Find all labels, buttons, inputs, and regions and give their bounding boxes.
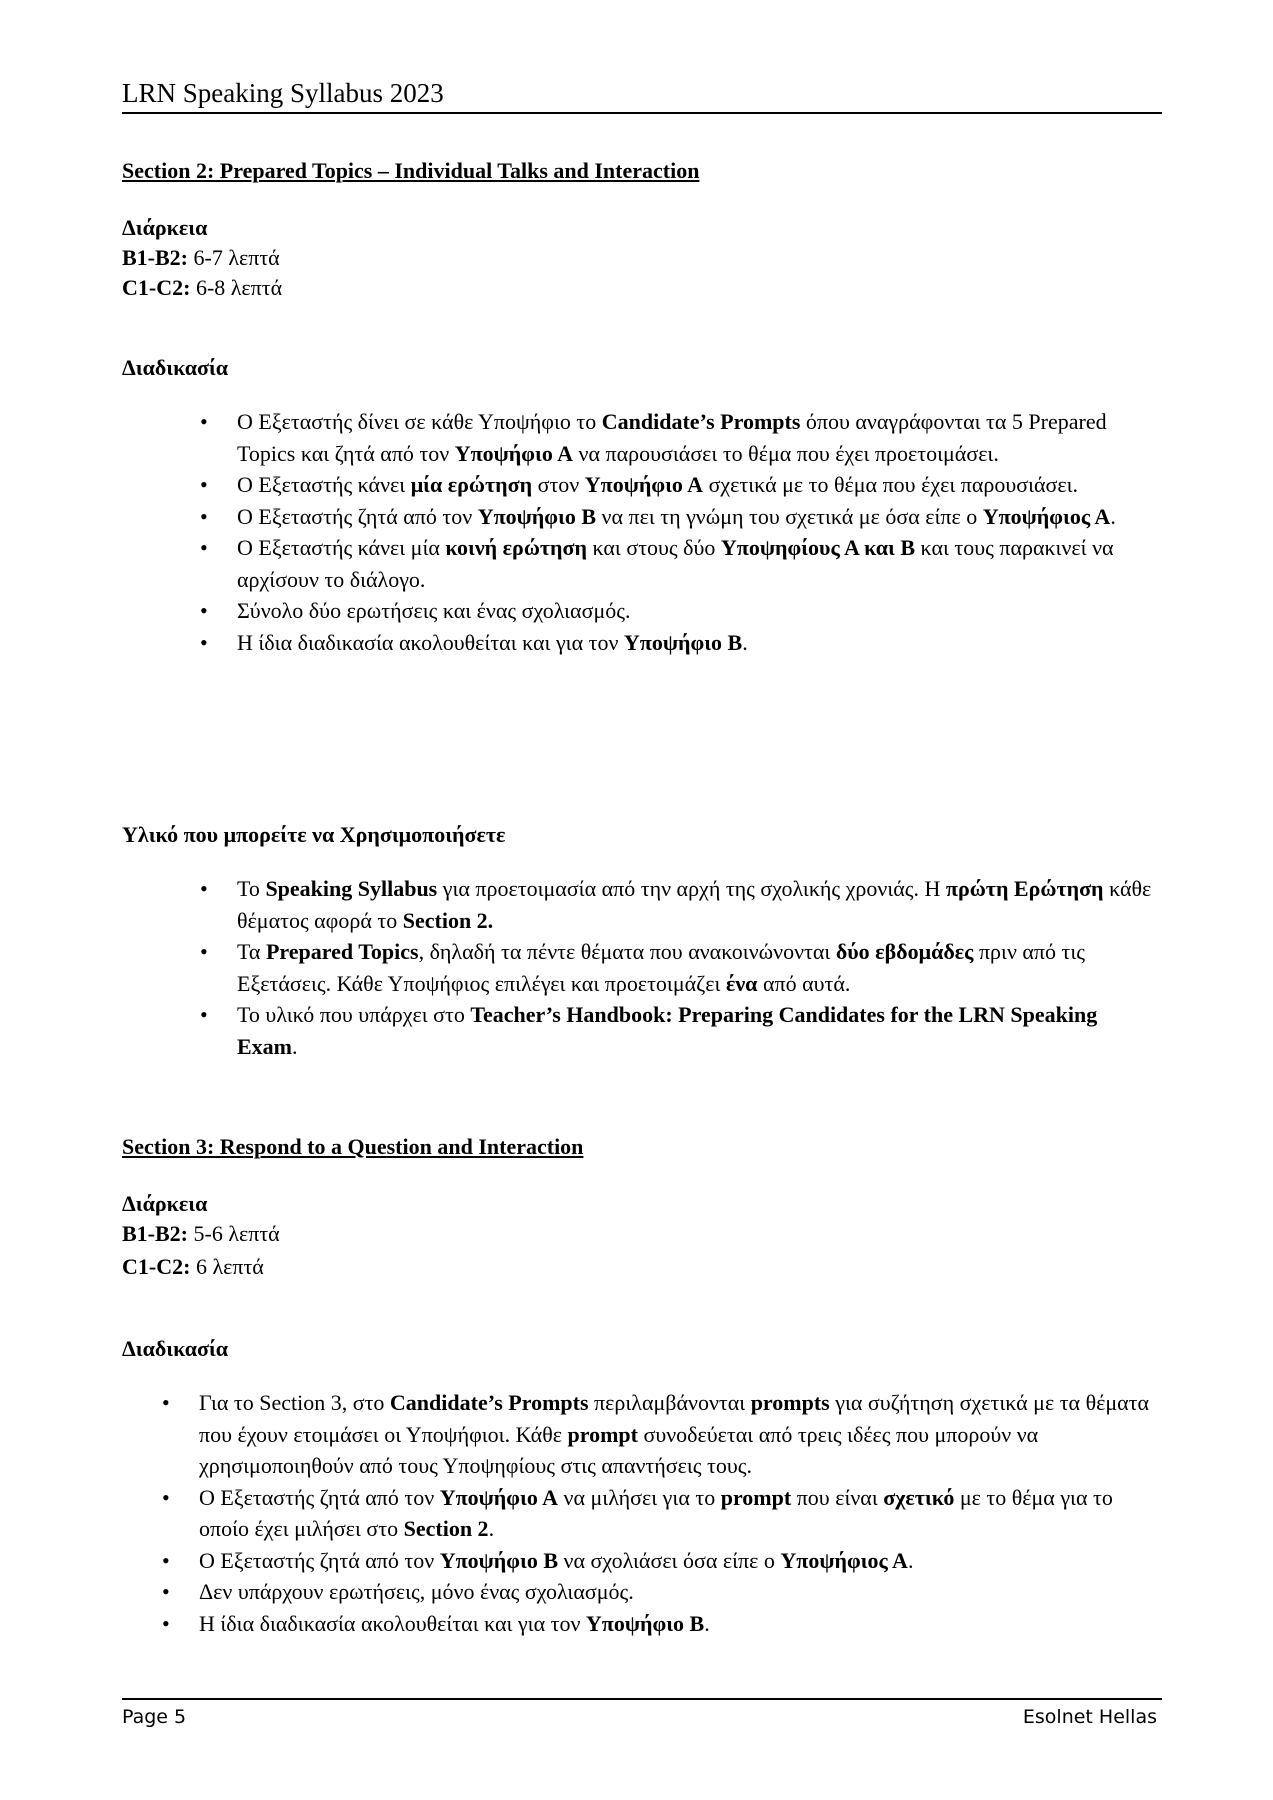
duration-value: 6 λεπτά xyxy=(190,1254,264,1279)
text-run: και στους δύο xyxy=(587,535,721,560)
text-run: όπου αναγράφονται τα 5 Prepared Topics και ζητά από τον xyxy=(237,409,1107,466)
text-run: συνοδεύεται από τρεις ιδέες που μπορούν να χρησιμοποιηθούν από τους Υποψηφίους στις απαντήσεις τους. xyxy=(199,1421,1039,1478)
section-3-procedure-list xyxy=(162,1387,1157,1639)
header-rule xyxy=(122,112,1162,114)
bold-text: Υποψήφιο Β xyxy=(623,629,743,655)
text-run: και τους παρακινεί να αρχίσουν το διάλογο. xyxy=(237,535,1114,592)
section-2-materials-label: Υλικό που μπορείτε να Χρησιμοποιήσετε xyxy=(122,822,506,847)
bold-text: Prepared Topics xyxy=(265,939,419,964)
bold-text: Υποψήφιο Α xyxy=(454,440,574,466)
bold-text: Section 2 xyxy=(403,1516,489,1541)
section-2-duration-label: Διάρκεια xyxy=(122,215,208,240)
level-label: B1-B2: xyxy=(122,245,188,270)
list-item xyxy=(200,532,1155,595)
level-label: B1-B2: xyxy=(122,1221,188,1246)
bold-text: Υποψήφιο Β xyxy=(585,1610,705,1636)
level-label: C1-C2: xyxy=(122,1254,191,1279)
text-run: για προετοιμασία από την αρχή της σχολικής χρονιάς. Η xyxy=(437,876,946,901)
bold-text: Candidate’s Prompts xyxy=(601,409,801,434)
text-run: περιλαμβάνονται xyxy=(588,1390,751,1415)
text-run: , δηλαδή τα πέντε θέματα που ανακοινώνονται xyxy=(418,939,836,964)
bold-text: Υποψήφιος Α xyxy=(780,1547,908,1573)
list-item xyxy=(162,1576,1157,1608)
text-run: Ο Εξεταστής ζητά από τον xyxy=(199,1484,440,1510)
section-2-materials-list xyxy=(200,873,1155,1062)
bold-text: Teacher’s Handbook: Preparing Candidates for the LRN Speaking Exam xyxy=(237,1002,1098,1059)
text-run: Η ίδια διαδικασία ακολουθείται και για τον xyxy=(237,629,624,655)
bold-text: prompts xyxy=(750,1390,830,1415)
text-run: . xyxy=(1110,503,1116,529)
list-item xyxy=(200,627,1155,659)
text-run: με το θέμα για το οποίο έχει μιλήσει στο xyxy=(199,1484,1113,1541)
bold-text: σχετικό xyxy=(883,1484,955,1510)
bold-text: Section 2. xyxy=(402,907,494,933)
section-2-duration-c1c2 xyxy=(122,275,282,301)
section-3-duration-b1b2 xyxy=(122,1221,280,1247)
list-item xyxy=(200,406,1155,469)
bold-text: prompt xyxy=(567,1421,638,1447)
list-item xyxy=(162,1608,1157,1640)
list-item xyxy=(200,936,1155,999)
text-run: να σχολιάσει όσα είπε ο xyxy=(558,1547,781,1573)
list-item xyxy=(200,469,1155,501)
text-run: Τα xyxy=(237,939,266,964)
bold-text: Υποψήφιο Α xyxy=(584,472,704,497)
text-run: Το xyxy=(237,876,266,901)
bold-text: prompt xyxy=(720,1484,792,1510)
text-run: να πει τη γνώμη του σχετικά με όσα είπε ο xyxy=(596,503,983,529)
text-run: Για το Section 3, στο xyxy=(199,1390,390,1415)
text-run: Ο Εξεταστής ζητά από τον xyxy=(237,503,478,529)
bold-text: Υποψήφιο Α xyxy=(439,1484,558,1510)
bold-text: Υποψήφιο Β xyxy=(477,503,596,529)
text-run: . xyxy=(907,1547,914,1573)
section-2-procedure-label: Διαδικασία xyxy=(122,355,229,380)
text-run: από αυτά. xyxy=(757,970,851,996)
text-run: Η ίδια διαδικασία ακολουθείται και για τον xyxy=(199,1610,586,1636)
text-run: . xyxy=(488,1516,495,1541)
level-label: C1-C2: xyxy=(122,275,191,300)
footer-page-number: Page 5 xyxy=(122,1706,187,1728)
text-run: Δεν υπάρχουν ερωτήσεις, μόνο ένας σχολιασμός. xyxy=(199,1579,634,1604)
footer-publisher: Esolnet Hellas xyxy=(1022,1706,1157,1728)
text-run: Ο Εξεταστής κάνει μία xyxy=(237,535,446,560)
bold-text: κοινή ερώτηση xyxy=(445,535,587,560)
text-run: που είναι xyxy=(791,1484,884,1510)
section-3-duration-c1c2 xyxy=(122,1254,264,1280)
text-run: για συζήτηση σχετικά με τα θέματα που έχουν ετοιμάσει οι Υποψήφιοι. Κάθε xyxy=(199,1390,1150,1447)
section-2-duration-b1b2 xyxy=(122,245,280,271)
duration-value: 6-7 λεπτά xyxy=(188,245,280,270)
bold-text: Υποψηφίους Α και Β xyxy=(720,535,916,560)
text-run: Σύνολο δύο ερωτήσεις και ένας σχολιασμός. xyxy=(237,598,631,623)
bold-text: μία ερώτηση xyxy=(410,472,533,497)
text-run: Ο Εξεταστής ζητά από τον xyxy=(199,1547,440,1573)
list-item xyxy=(200,999,1155,1062)
text-run: στον xyxy=(532,472,585,497)
text-run: σχετικά με το θέμα που έχει παρουσιάσει. xyxy=(703,472,1079,497)
list-item xyxy=(200,595,1155,627)
list-item xyxy=(200,873,1155,936)
text-run: . xyxy=(742,629,748,655)
text-run: . xyxy=(704,1610,710,1636)
text-run: να παρουσιάσει το θέμα που έχει προετοιμάσει. xyxy=(573,440,999,466)
bold-text: Υποψήφιο Β xyxy=(439,1547,558,1573)
duration-value: 6-8 λεπτά xyxy=(190,275,283,300)
bold-text: Υποψήφιος Α xyxy=(982,503,1111,529)
footer-rule xyxy=(122,1698,1162,1700)
section-3-title: Section 3: Respond to a Question and Interaction xyxy=(122,1134,584,1159)
list-item xyxy=(200,501,1155,533)
duration-value: 5-6 λεπτά xyxy=(188,1221,280,1246)
text-run: Το υλικό που υπάρχει στο xyxy=(237,1002,471,1027)
text-run: πριν από τις Εξετάσεις. Κάθε Υποψήφιος επιλέγει και προετοιμάζει xyxy=(237,939,1086,996)
list-item xyxy=(162,1482,1157,1545)
section-2-title: Section 2: Prepared Topics – Individual Talks and Interaction xyxy=(122,158,700,183)
bold-text: Speaking Syllabus xyxy=(265,876,438,901)
section-3-duration-label: Διάρκεια xyxy=(122,1191,208,1216)
text-run: να μιλήσει για το xyxy=(558,1484,721,1510)
text-run: . xyxy=(292,1033,298,1059)
bold-text: ένα xyxy=(725,970,758,996)
text-run: Ο Εξεταστής κάνει xyxy=(237,472,411,497)
document-header-title: LRN Speaking Syllabus 2023 xyxy=(122,78,444,108)
section-2-procedure-list xyxy=(200,406,1155,658)
bold-text: δύο εβδομάδες xyxy=(835,939,974,964)
list-item xyxy=(162,1545,1157,1577)
bold-text: πρώτη Ερώτηση xyxy=(945,876,1104,901)
bold-text: Candidate’s Prompts xyxy=(389,1390,589,1415)
list-item xyxy=(162,1387,1157,1482)
text-run: κάθε θέματος αφορά το xyxy=(237,876,1152,933)
text-run: Ο Εξεταστής δίνει σε κάθε Υποψήφιο το xyxy=(237,409,602,434)
section-3-procedure-label: Διαδικασία xyxy=(122,1336,229,1361)
